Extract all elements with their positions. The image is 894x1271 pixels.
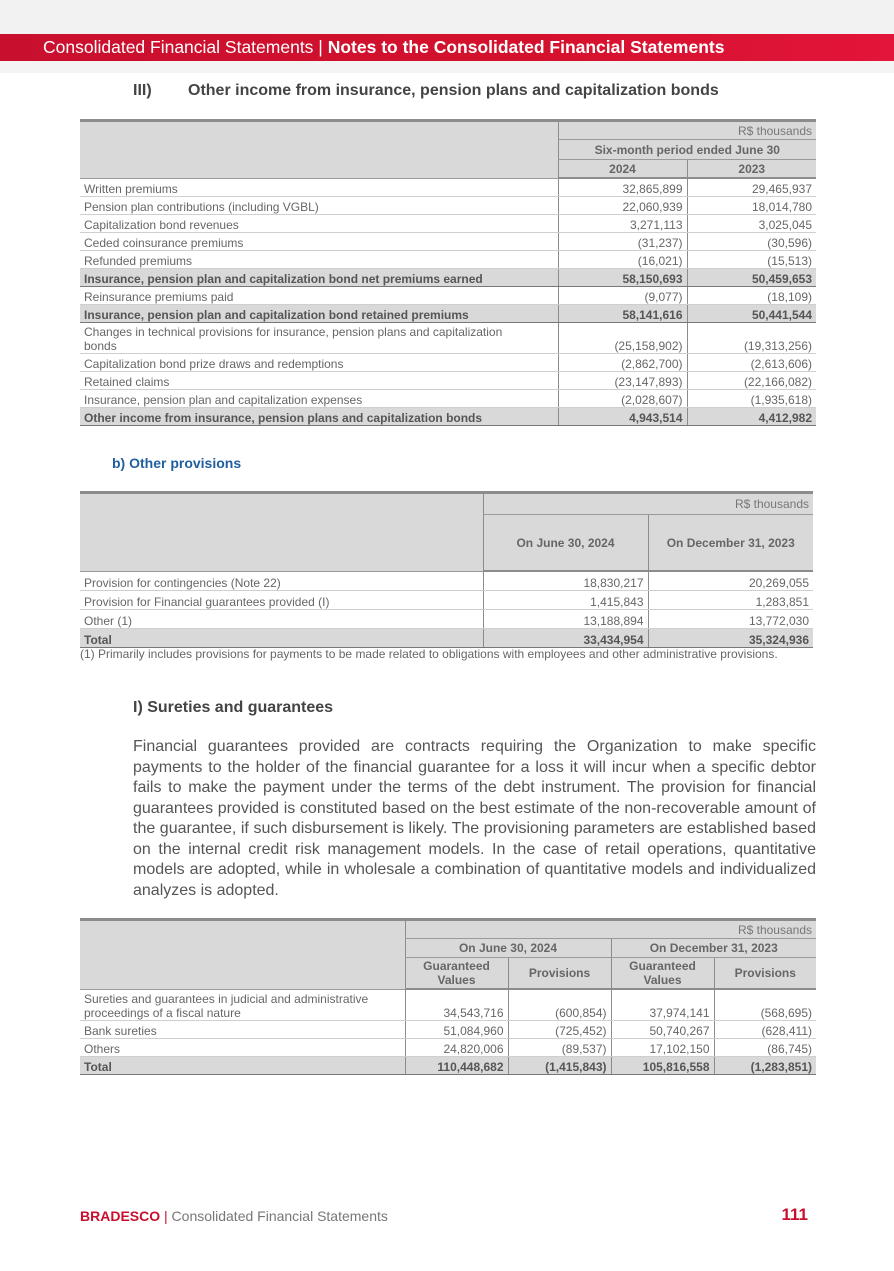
table-row [80,323,816,354]
table-row [80,197,816,215]
total-row [80,1056,816,1074]
page-header-banner [0,34,894,61]
row-value: 29,465,937 [687,178,816,197]
row-value: (25,158,902) [558,323,687,354]
row-value: 4,412,982 [687,408,816,426]
row-value: (1,415,843) [508,1056,611,1074]
row-value: 58,150,693 [558,269,687,287]
row-value: (22,166,082) [687,372,816,390]
row-value: (18,109) [687,287,816,305]
row-value: (16,021) [558,251,687,269]
row-value: 4,943,514 [558,408,687,426]
row-value: 13,188,894 [483,609,648,628]
row-value: 20,269,055 [648,571,813,590]
row-label: Other income from insurance, pension plans and capitalization bonds [80,408,558,426]
row-label: Insurance, pension plan and capitalization bond net premiums earned [80,269,558,287]
page-footer [80,1208,388,1224]
row-value: 37,974,141 [611,989,714,1020]
column-header-provisions: Provisions [714,958,816,990]
row-value: 1,283,851 [648,590,813,609]
table-row [80,390,816,408]
total-row [80,408,816,426]
total-row [80,628,813,647]
table-row [80,354,816,372]
row-label: Pension plan contributions (including VGBL) [80,197,558,215]
units-label: R$ thousands [558,121,816,140]
row-value: (19,313,256) [687,323,816,354]
row-value: 3,271,113 [558,215,687,233]
column-header-2023: 2023 [687,160,816,179]
column-header-jun-2024: On June 30, 2024 [483,515,648,572]
column-header-guaranteed-values: Guaranteed Values [611,958,714,990]
row-value: (2,862,700) [558,354,687,372]
header-section: Consolidated Financial Statements [43,37,314,57]
section-heading-number: III) [133,82,152,99]
table-row [80,590,813,609]
row-value: (86,745) [714,1038,816,1056]
row-value: (725,452) [508,1020,611,1038]
period-header: Six-month period ended June 30 [558,140,816,160]
row-value: (1,935,618) [687,390,816,408]
row-value: 3,025,045 [687,215,816,233]
row-value: 18,830,217 [483,571,648,590]
units-label: R$ thousands [483,493,813,515]
row-label: Bank sureties [80,1020,405,1038]
provisions-footnote: (1) Primarily includes provisions for payments to be made related to obligations with employees and other administrative provisions. [80,647,778,661]
sureties-table [80,918,816,1075]
row-label: Provision for Financial guarantees provided (I) [80,590,483,609]
table-header-row [80,493,813,515]
subtotal-row [80,269,816,287]
column-header-dec-2023: On December 31, 2023 [648,515,813,572]
row-value: 105,816,558 [611,1056,714,1074]
row-value: (1,283,851) [714,1056,816,1074]
row-label: Retained claims [80,372,558,390]
table-row [80,609,813,628]
sureties-paragraph: Financial guarantees provided are contracts requiring the Organization to make specific payments to the holder of the financial guarantee for a loss it will incur when a specific debtor fails to make the payment under the terms of the debt instrument. The provision for financial guarantees provided is constituted based on the best estimate of the non-recoverable amount of the guarantee, if such disbursement is likely. The provisioning parameters are established based on the internal credit risk management models. In the case of retail operations, quantitative models are adopted, while in wholesale a combination of quantitative models and individualized analyzes is adopted. [133,738,816,899]
column-header-2024: 2024 [558,160,687,179]
footer-brand: BRADESCO [80,1208,161,1224]
table-header-row [80,121,816,140]
header-blank-cell [80,920,405,990]
row-value: 13,772,030 [648,609,813,628]
row-label: Reinsurance premiums paid [80,287,558,305]
row-label: Sureties and guarantees in judicial and administrative proceedings of a fiscal nature [80,989,405,1020]
table-row [80,251,816,269]
row-value: 50,740,267 [611,1020,714,1038]
row-value: 24,820,006 [405,1038,508,1056]
row-value: 18,014,780 [687,197,816,215]
page-number: 111 [781,1205,808,1224]
table-row [80,372,816,390]
row-value: 34,543,716 [405,989,508,1020]
row-value: (15,513) [687,251,816,269]
row-value: 58,141,616 [558,305,687,323]
column-header-provisions: Provisions [508,958,611,990]
row-label: Others [80,1038,405,1056]
row-value: (568,695) [714,989,816,1020]
row-value: 50,441,544 [687,305,816,323]
row-label: Refunded premiums [80,251,558,269]
other-provisions-table [80,491,813,648]
row-value: (628,411) [714,1020,816,1038]
row-value: (89,537) [508,1038,611,1056]
row-value: 51,084,960 [405,1020,508,1038]
row-value: (31,237) [558,233,687,251]
header-title: Notes to the Consolidated Financial Statements [327,37,725,57]
row-value: 110,448,682 [405,1056,508,1074]
period-header-jun-2024: On June 30, 2024 [405,939,611,958]
top-strip [0,0,894,34]
header-separator: | [313,37,328,57]
table-row [80,233,816,251]
banner-shadow [0,61,894,73]
row-value: (2,613,606) [687,354,816,372]
table-row [80,1020,816,1038]
row-value: (600,854) [508,989,611,1020]
header-blank-cell [80,121,558,179]
row-value: 50,459,653 [687,269,816,287]
row-label: Capitalization bond revenues [80,215,558,233]
row-value: (23,147,893) [558,372,687,390]
table-header-row [80,920,816,939]
sureties-heading: I) Sureties and guarantees [133,699,334,716]
row-value: (30,596) [687,233,816,251]
row-label: Provision for contingencies (Note 22) [80,571,483,590]
footer-text: Consolidated Financial Statements [171,1208,388,1224]
row-label: Capitalization bond prize draws and redemptions [80,354,558,372]
units-label: R$ thousands [405,920,816,939]
row-label: Insurance, pension plan and capitalization expenses [80,390,558,408]
section-heading: Other income from insurance, pension plans and capitalization bonds [188,82,719,99]
row-value: 33,434,954 [483,628,648,647]
table-row [80,178,816,197]
footer-separator: | [160,1208,172,1224]
row-label: Changes in technical provisions for insurance, pension plans and capitalization bonds [80,323,558,354]
insurance-income-table [80,119,816,426]
table-row [80,215,816,233]
other-provisions-heading: b) Other provisions [112,455,242,471]
row-value: (2,028,607) [558,390,687,408]
row-value: 32,865,899 [558,178,687,197]
row-label: Total [80,1056,405,1074]
period-header-dec-2023: On December 31, 2023 [611,939,816,958]
row-value: 22,060,939 [558,197,687,215]
header-blank-cell [80,493,483,572]
subtotal-row [80,305,816,323]
row-value: 1,415,843 [483,590,648,609]
row-label: Written premiums [80,178,558,197]
row-value: 35,324,936 [648,628,813,647]
row-value: (9,077) [558,287,687,305]
table-row [80,287,816,305]
row-label: Insurance, pension plan and capitalization bond retained premiums [80,305,558,323]
column-header-guaranteed-values: Guaranteed Values [405,958,508,990]
row-label: Ceded coinsurance premiums [80,233,558,251]
row-label: Other (1) [80,609,483,628]
table-row [80,989,816,1020]
row-value: 17,102,150 [611,1038,714,1056]
table-row [80,571,813,590]
table-row [80,1038,816,1056]
row-label: Total [80,628,483,647]
